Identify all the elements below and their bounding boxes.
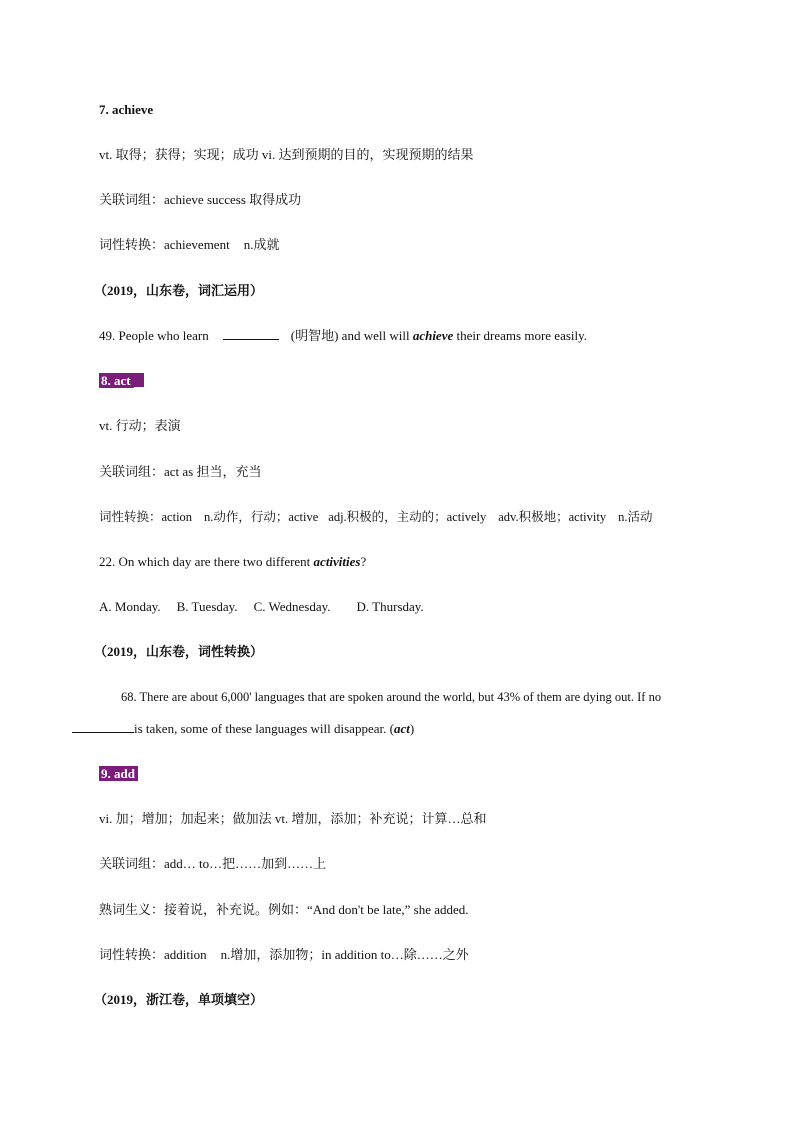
- entry-9-source: （2019，浙江卷，单项填空）: [94, 992, 264, 1007]
- entry-9-heading: 9. add: [99, 766, 138, 781]
- entry-7-question: [99, 327, 587, 345]
- heading-highlight: [134, 373, 145, 387]
- entry-9-heading-row: [99, 765, 138, 783]
- entry-7-definition: vt. 取得；获得；实现；成功 vi. 达到预期的目的，实现预期的结果: [99, 147, 474, 162]
- entry-9-phrase: 关联词组：add… to…把……加到……上: [99, 856, 327, 871]
- question-text-start: 22. On which day are there two different: [99, 554, 311, 569]
- question-close: ): [409, 721, 415, 736]
- entry-8-heading: 8. act: [99, 373, 134, 388]
- answer-blank[interactable]: [72, 720, 134, 733]
- answer-blank[interactable]: [223, 327, 279, 340]
- conversion-part-5: n.活动: [618, 510, 653, 524]
- conversion-meaning: n.增加，添加物；in addition to…除……之外: [220, 947, 469, 962]
- conversion-part-3: adj.积极的，主动的；actively: [328, 510, 487, 524]
- entry-7-source: （2019，山东卷，词汇运用）: [94, 283, 264, 298]
- entry-8-phrase: 关联词组：act as 担当，充当: [99, 464, 262, 479]
- entry-8-question-2-line-1: 68. There are about 6,000' languages that are spoken around the world, but 43% of them are dying out. If no: [121, 690, 662, 704]
- entry-8-question: [99, 553, 366, 571]
- entry-8-question-2-line-2: [72, 720, 414, 738]
- entry-7-phrase: 关联词组：achieve success 取得成功: [99, 192, 302, 207]
- entry-7-heading: 7. achieve: [99, 102, 154, 117]
- question-text: is taken, some of these languages will disappear. (: [134, 721, 394, 736]
- entry-8-options: [99, 598, 424, 616]
- option-d[interactable]: D. Thursday.: [356, 599, 424, 614]
- entry-9-conversion: [99, 946, 469, 964]
- conversion-term: 词性转换：addition: [99, 947, 207, 962]
- question-keyword: activities: [313, 554, 361, 569]
- entry-8-heading-row: [99, 372, 145, 390]
- entry-8-definition: vt. 行动；表演: [99, 418, 181, 433]
- conversion-part-4: adv.积极地；activity: [498, 510, 607, 524]
- entry-8-conversion: [99, 508, 652, 526]
- conversion-part-1: 词性转换：action: [99, 510, 193, 524]
- option-c[interactable]: C. Wednesday.: [253, 599, 331, 614]
- question-text-end: their dreams more easily.: [456, 328, 588, 343]
- conversion-meaning: n.成就: [243, 237, 280, 252]
- option-b[interactable]: B. Tuesday.: [176, 599, 238, 614]
- entry-7-conversion: [99, 236, 279, 254]
- option-a[interactable]: A. Monday.: [99, 599, 161, 614]
- question-text-start: 49. People who learn: [99, 328, 209, 343]
- question-keyword: achieve: [412, 328, 454, 343]
- entry-8-source: （2019，山东卷，词性转换）: [94, 644, 264, 659]
- question-hint: (明智地) and well will: [290, 328, 410, 343]
- question-text-end: ?: [360, 554, 367, 569]
- conversion-part-2: n.动作，行动；active: [204, 510, 319, 524]
- question-hint: act: [393, 721, 410, 736]
- conversion-term: 词性转换：achievement: [99, 237, 230, 252]
- entry-9-meaning: 熟词生义：接着说，补充说。例如：“And don't be late,” she added.: [99, 902, 469, 917]
- entry-9-definition: vi. 加；增加；加起来；做加法 vt. 增加，添加；补充说；计算…总和: [99, 811, 487, 826]
